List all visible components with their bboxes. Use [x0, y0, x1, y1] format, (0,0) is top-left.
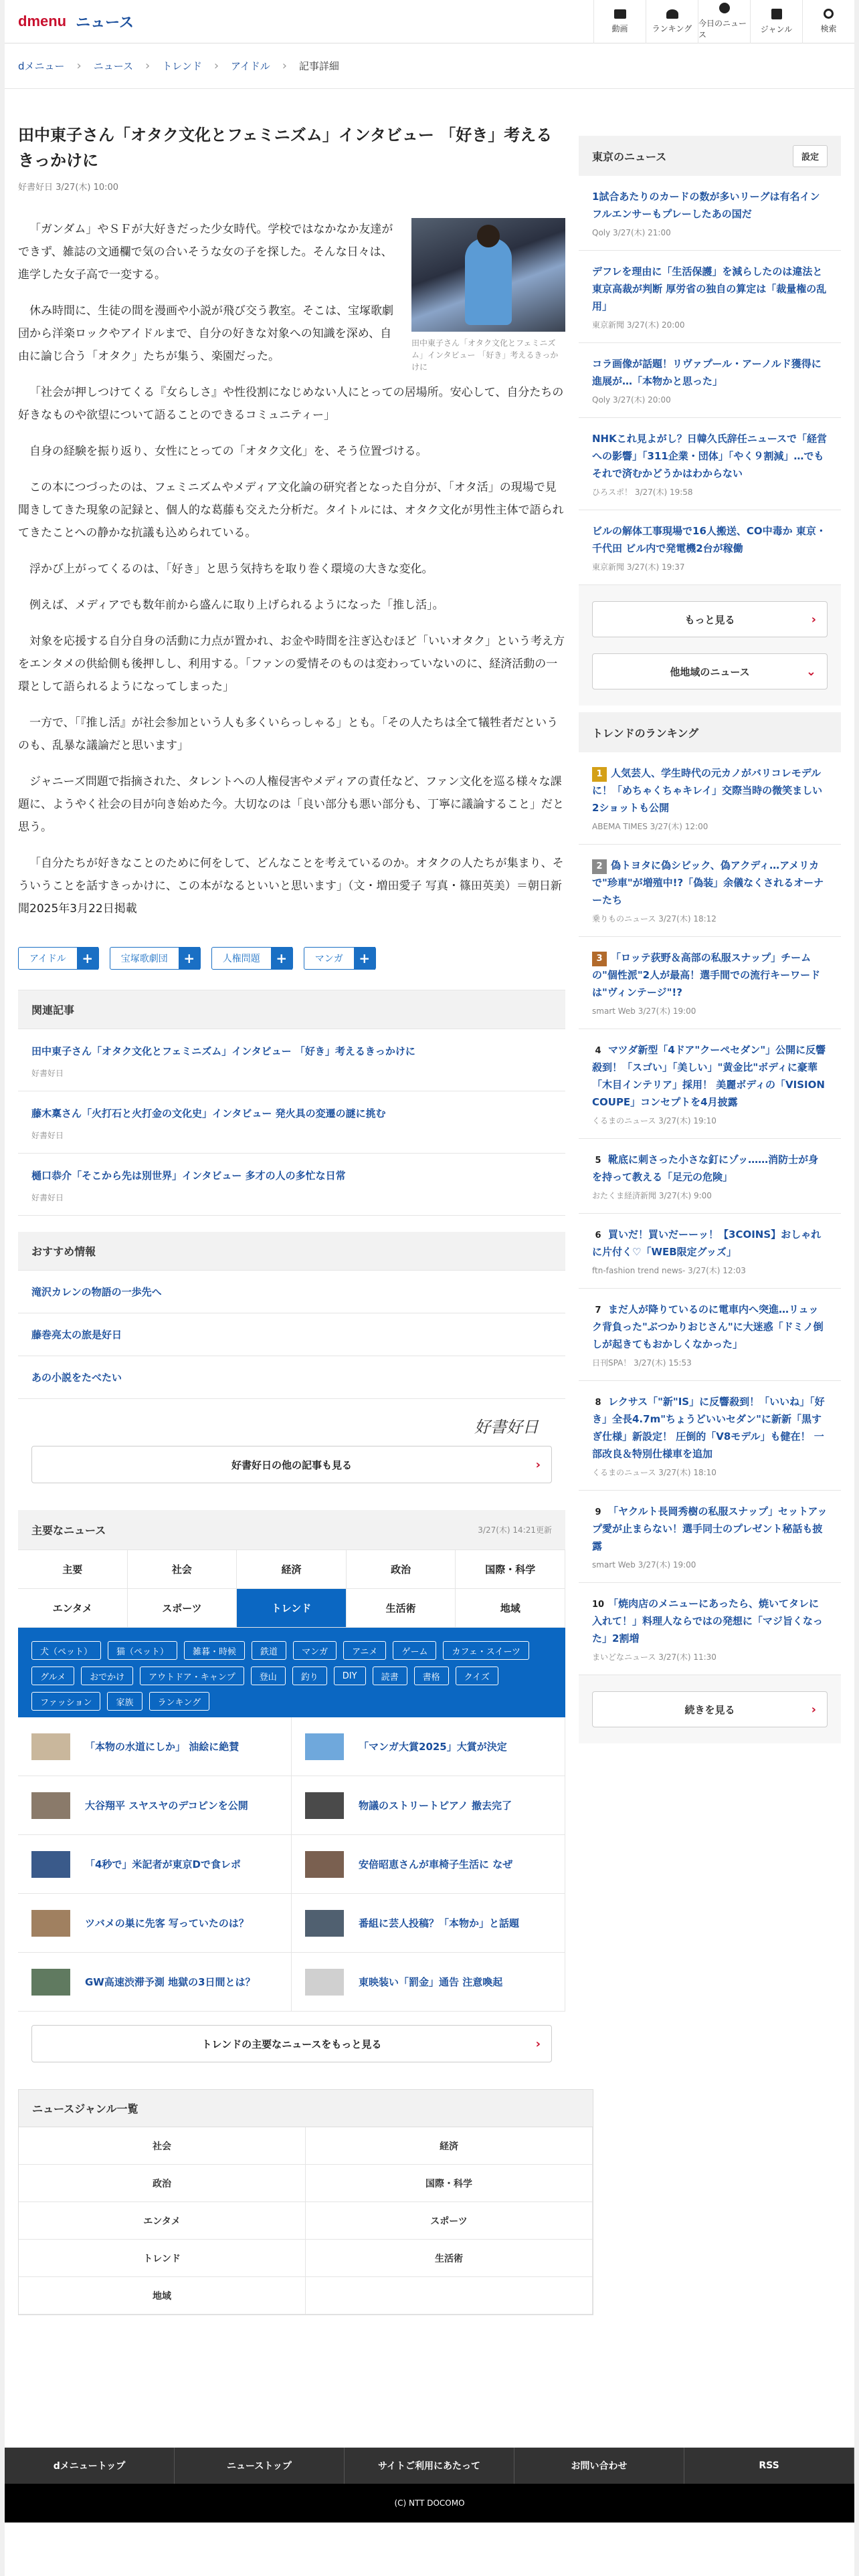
person-figure	[465, 238, 512, 325]
copyright: (C) NTT DOCOMO	[5, 2484, 854, 2523]
ranking-item[interactable]	[579, 1214, 841, 1289]
keyword-chip[interactable]: 釣り	[292, 1667, 327, 1685]
related-item[interactable]	[18, 1154, 565, 1216]
page	[5, 0, 854, 2576]
news-source: Qoly 3/27(木) 20:00	[592, 395, 671, 405]
genre-empty	[306, 2277, 593, 2315]
ranking-source: くるまのニュース 3/27(木) 19:10	[592, 1116, 717, 1125]
news-item[interactable]	[292, 1953, 565, 2012]
video-icon	[614, 9, 626, 19]
related-title[interactable]: 藤木稟さん「火打石と火打金の文化史」インタビュー 発火具の変遷の謎に挑む	[31, 1107, 386, 1119]
rank-badge: 10	[592, 1600, 605, 1610]
paragraph: 自身の経験を振り返り、女性にとっての「オタク文化」を、そう位置づける。	[29, 445, 427, 458]
news-item[interactable]	[18, 1953, 292, 2012]
tab-world[interactable]: 国際・科学	[456, 1550, 565, 1589]
news-thumbnail	[31, 1910, 70, 1937]
news-title[interactable]: デフレを理由に「生活保護」を減らしたのは違法と東京高裁が判断 厚労省の独自の算定は「裁量権の乱用」	[592, 265, 827, 312]
tab-entertainment[interactable]: エンタメ	[18, 1589, 128, 1628]
genre-heading: ニュースジャンル一覧	[19, 2090, 593, 2127]
settings-button[interactable]: 設定	[793, 145, 828, 167]
tokyo-news-item[interactable]	[579, 251, 841, 343]
news-title[interactable]: 1試合あたりのカードの数が多いリーグは有名インフルエンサーもプレーしたあの国だ	[592, 191, 820, 220]
tab-sports[interactable]: スポーツ	[128, 1589, 237, 1628]
keyword-chip[interactable]: 読書	[373, 1667, 407, 1685]
rank-badge: 1	[592, 767, 607, 782]
nav-genre[interactable]	[750, 0, 802, 43]
ranking-item[interactable]	[579, 752, 841, 845]
ranking-title-line[interactable]	[592, 857, 828, 909]
paragraph: 浮かび上がってくるのは、「好き」と思う気持ちを取り巻く環境の大きな変化。	[29, 562, 434, 576]
breadcrumb-item[interactable]: アイドル	[231, 60, 270, 72]
trophy-icon	[666, 9, 678, 19]
tab-society[interactable]: 社会	[128, 1550, 237, 1589]
related-item[interactable]	[18, 1091, 565, 1154]
main-column	[18, 89, 565, 2062]
paragraph: 「自分たちが好きなことのために何をして、どんなことを考えているのか。オタクの人たちが集まり、そういうことを話すきっかけに、この本がなるといいと思います」（文・増田愛子 写真・篠田英美）＝朝日新聞2025年3月22日掲載	[18, 857, 564, 916]
plus-icon[interactable]: +	[179, 947, 200, 970]
breadcrumb-item[interactable]: ニュース	[93, 60, 133, 72]
nav-today[interactable]	[698, 0, 750, 43]
news-item[interactable]	[18, 1776, 292, 1835]
news-title[interactable]: NHKこれ見よがし？日韓久氏辞任ニュースで「経営への影響」「311企業・団体」「やく９割減」…でもそれで済むかどうかはわからない	[592, 433, 827, 479]
ranking-header	[579, 712, 841, 752]
ranking-box	[579, 712, 841, 1743]
ranking-item[interactable]	[579, 1491, 841, 1583]
photo-caption: 田中東子さん「オタク文化とフェミニズム」インタビュー 「好き」考えるきっかけに	[411, 338, 559, 372]
tokyo-news-box	[579, 136, 841, 706]
news-title[interactable]: コラ画像が話題！リヴァプール・アーノルド獲得に進展が…「本物かと思った」	[592, 358, 822, 387]
ranking-title-line[interactable]	[592, 764, 828, 817]
button-label: 他地域のニュース	[670, 665, 750, 678]
section-title[interactable]: ニュース	[76, 14, 134, 31]
grid-icon	[771, 9, 782, 19]
nav-label: 検索	[820, 24, 837, 33]
rank-badge: 6	[595, 1230, 601, 1241]
genre-tabs	[18, 1550, 565, 1628]
ranking-item[interactable]	[579, 1289, 841, 1381]
more-trend-news-button[interactable]	[31, 2025, 552, 2062]
ranking-title-line[interactable]	[592, 949, 828, 1001]
keyword-chip[interactable]: アウトドア・キャンプ	[140, 1667, 244, 1685]
button-label: 好書好日の他の記事も見る	[231, 1459, 352, 1471]
plus-icon[interactable]: +	[271, 947, 292, 970]
rank-badge: 7	[595, 1305, 601, 1315]
nav-video[interactable]	[593, 0, 646, 43]
ranking-list	[579, 752, 841, 1675]
breadcrumb	[5, 43, 854, 89]
article-body	[18, 218, 565, 920]
breadcrumb-item[interactable]: dメニュー	[18, 60, 65, 72]
chevron-right-icon: ›	[811, 612, 816, 627]
keyword-list	[18, 1628, 565, 1717]
ranking-title[interactable]: 人気芸人、学生時代の元カノがバリコレモデルに！「めちゃくちゃキレイ」交際当時の微笑ましい2ショットも公開	[592, 767, 823, 814]
ranking-title[interactable]: 「焼肉店のメニューにあったら、焼いてタレに入れて！」料理人ならではの発想に「マジ旨くなった」2割増	[592, 1598, 823, 1644]
tokyo-news-list	[579, 176, 841, 585]
keyword-chip[interactable]: おでかけ	[81, 1667, 133, 1685]
article-figure	[411, 218, 565, 373]
paragraph: 「ガンダム」やＳＦが大好きだった少女時代。学校ではなかなか友達ができず、雑誌の文通欄で気の合いそうな女の子を探した。そんな日々は、進学した女子高で一変する。	[18, 223, 393, 282]
news-source: 東京新聞 3/27(木) 19:37	[592, 562, 685, 572]
ranking-more-button[interactable]	[592, 1691, 828, 1727]
news-thumbnail	[31, 1969, 70, 1996]
tag-follow[interactable]	[18, 947, 99, 970]
recommend-item[interactable]: 滝沢カレンの物語の一歩先へ	[18, 1271, 565, 1313]
tab-trend[interactable]: トレンド	[237, 1589, 347, 1628]
footer-link[interactable]: dメニュートップ	[5, 2448, 175, 2484]
tokyo-news-item[interactable]	[579, 510, 841, 585]
ranking-source: ABEMA TIMES 3/27(木) 12:00	[592, 822, 708, 831]
logo[interactable]	[18, 11, 134, 32]
ranking-title[interactable]: 買いだ！買いだーーッ！【3COINS】おしゃれに片付く♡「WEB限定グッズ」	[592, 1228, 822, 1258]
footer-link[interactable]: サイトご利用にあたって	[345, 2448, 514, 2484]
news-thumbnail	[31, 1792, 70, 1819]
ranking-title-line[interactable]	[592, 1503, 828, 1555]
ranking-title[interactable]: 靴底に刺さった小さな釘にゾッ……消防士が身を持って教える「足元の危険」	[592, 1154, 819, 1183]
button-label: 続きを見る	[684, 1703, 735, 1716]
ranking-source: 乗りものニュース 3/27(木) 18:12	[592, 914, 717, 924]
news-item[interactable]	[18, 1835, 292, 1894]
news-thumbnail	[305, 1851, 344, 1878]
footer-link[interactable]: ニューストップ	[175, 2448, 345, 2484]
keyword-chip[interactable]: 猫（ペット）	[108, 1641, 177, 1660]
site-header	[5, 0, 854, 43]
keyword-chip[interactable]: マンガ	[293, 1641, 337, 1660]
nav-label: ジャンル	[760, 24, 793, 34]
keyword-chip[interactable]: 雑暮・時候	[184, 1641, 245, 1660]
keyword-chip[interactable]: 犬（ペット）	[31, 1641, 101, 1660]
paragraph: ジャニーズ問題で指摘された、タレントへの人権侵害やメディアの責任など、ファン文化を巡る様々な課題に、ようやく社会の目が向き始めた今。大切なのは「良い部分も悪い部分も、丁寧に議論すること」だと思う。	[18, 775, 564, 834]
rank-badge: 5	[595, 1156, 601, 1166]
tokyo-news-item[interactable]	[579, 418, 841, 510]
ranking-title-line[interactable]	[592, 1301, 828, 1353]
ranking-source: smart Web 3/27(木) 19:00	[592, 1560, 696, 1570]
paragraph: この本につづったのは、フェミニズムやメディア文化論の研究者となった自分が、「オタ活」の現場で見聞きしてきた現象の記録と、個人的な葛藤も交えた分析だ。タイトルには、オタク文化が男性主体で語られてきたことへの静かな抗議も込められている。	[18, 481, 564, 540]
news-title[interactable]: 安倍昭恵さんが車椅子生活に なぜ	[359, 1858, 513, 1870]
news-title[interactable]: 「4秒で」米記者が東京Dで食レポ	[85, 1858, 241, 1870]
news-title[interactable]: ツバメの巣に先客 写っていたのは？	[85, 1917, 249, 1929]
chevron-right-icon: ›	[282, 59, 287, 73]
chevron-right-icon: ›	[811, 1702, 816, 1717]
ranking-title[interactable]: マツダ新型「4ドア"クーペセダン"」公開に反響殺到！「スゴい」「美しい」"黄金比"ボディに豪華「木目インテリア」採用！ 美麗ボディの「VISION COUPE」コンセプトを4月披露	[592, 1044, 826, 1108]
news-thumbnail	[305, 1792, 344, 1819]
updated-time: 3/27(木) 14:21更新	[478, 1525, 552, 1535]
dmenu-logo[interactable]: dmenu	[18, 13, 67, 29]
nav-label: 今日のニュース	[698, 19, 747, 39]
recommend-item[interactable]: 藤巻亮太の旅是好日	[18, 1313, 565, 1356]
news-title[interactable]: 物議のストリートピアノ 撤去完了	[359, 1800, 512, 1812]
genre-link[interactable]: 地域	[19, 2277, 306, 2315]
content-wrap	[5, 89, 854, 2062]
tag-follow[interactable]	[211, 947, 293, 970]
tab-main[interactable]: 主要	[18, 1550, 128, 1589]
plus-icon[interactable]: +	[77, 947, 98, 970]
news-title[interactable]: 大谷翔平 スヤスヤのデコピンを公開	[85, 1800, 248, 1812]
tab-politics[interactable]: 政治	[347, 1550, 456, 1589]
keyword-chip[interactable]: ゲーム	[393, 1641, 436, 1660]
ranking-title[interactable]: 偽トヨタに偽シビック、偽アクディ…アメリカで"珍車"が増殖中!?「偽装」余儀なくされるオーナーたち	[592, 859, 824, 906]
publisher-signature: 好書好日	[474, 1418, 539, 1436]
keyword-chip[interactable]: 鉄道	[252, 1641, 286, 1660]
rank-badge: 9	[595, 1507, 601, 1517]
chevron-right-icon: ›	[535, 2036, 541, 2051]
ranking-item[interactable]	[579, 1583, 841, 1675]
tab-life[interactable]: 生活術	[347, 1589, 456, 1628]
tag-label: マンガ	[314, 954, 343, 964]
ranking-item[interactable]	[579, 937, 841, 1029]
footer-link[interactable]: RSS	[684, 2448, 854, 2484]
paragraph: 例えば、メディアでも数年前から盛んに取り上げられるようになった「推し活」。	[29, 599, 444, 612]
ranking-title-line[interactable]	[592, 1595, 828, 1647]
ranking-source: smart Web 3/27(木) 19:00	[592, 1006, 696, 1016]
news-item[interactable]	[292, 1776, 565, 1835]
paragraph: 「社会が押しつけてくる『女らしさ』や性役割になじめない人にとっての居場所。安心して、自分たちの好きなものや欲望について語ることのできるコミュニティー」	[18, 386, 564, 422]
news-item[interactable]	[292, 1835, 565, 1894]
related-heading: 関連記事	[18, 990, 565, 1029]
rank-badge: 4	[595, 1046, 601, 1056]
news-thumbnail	[31, 1851, 70, 1878]
news-title[interactable]: 「マンガ大賞2025」大賞が決定	[359, 1741, 507, 1753]
genre-link[interactable]: 社会	[19, 2127, 306, 2165]
main-news-header	[18, 1510, 565, 1550]
ranking-source: くるまのニュース 3/27(木) 18:10	[592, 1468, 717, 1477]
keyword-chip[interactable]: カフェ・スイーツ	[443, 1641, 529, 1660]
news-title[interactable]: 「本物の水道にしか」 油絵に絶賛	[85, 1741, 240, 1753]
rank-badge: 8	[595, 1398, 601, 1408]
footer-link[interactable]: お問い合わせ	[514, 2448, 684, 2484]
ranking-title[interactable]: まだ人が降りているのに電車内へ突進…リュック背負った"ぶつかりおじさん"に大迷惑「ドミノ倒しが起きてもおかしくなかった」	[592, 1303, 824, 1350]
genre-link[interactable]: 経済	[306, 2127, 593, 2165]
tag-follow[interactable]	[304, 947, 376, 970]
button-label: もっと見る	[684, 613, 735, 626]
related-source: 好書好日	[31, 1131, 64, 1140]
ranking-title[interactable]: レクサス「"新"IS」に反響殺到！「いいね」「好き」全長4.7m"ちょうどいいセダン"に新新「黒すぎ仕様」新設定！ 圧倒的「V8モデル」も健在！ 一部改良＆特別仕様車を追加	[592, 1396, 825, 1460]
breadcrumb-item[interactable]: トレンド	[162, 60, 202, 72]
news-source: Qoly 3/27(木) 21:00	[592, 228, 671, 237]
ranking-title-line[interactable]	[592, 1393, 828, 1463]
news-item[interactable]	[292, 1894, 565, 1953]
nav-label: 動画	[611, 23, 628, 33]
ranking-item[interactable]	[579, 1139, 841, 1214]
keyword-chip[interactable]: ランキング	[149, 1692, 210, 1711]
chevron-right-icon: ›	[145, 59, 151, 73]
news-thumbnail	[305, 1733, 344, 1760]
button-label: トレンドの主要なニュースをもっと見る	[201, 2038, 382, 2050]
genre-link[interactable]: エンタメ	[19, 2202, 306, 2240]
news-item[interactable]	[292, 1717, 565, 1776]
nav-ranking[interactable]	[646, 0, 698, 43]
header-nav	[593, 0, 854, 43]
rank-badge: 2	[592, 859, 607, 874]
ranking-item[interactable]	[579, 845, 841, 937]
genre-list	[18, 2089, 593, 2315]
related-title[interactable]: 田中東子さん「オタク文化とフェミニズム」インタビュー 「好き」考えるきっかけに	[31, 1045, 415, 1057]
keyword-chip[interactable]: 書格	[414, 1667, 449, 1685]
keyword-chip[interactable]: 登山	[251, 1667, 286, 1685]
chevron-right-icon: ›	[76, 59, 82, 73]
tokyo-news-header	[579, 136, 841, 176]
related-source: 好書好日	[31, 1069, 64, 1078]
other-region-button[interactable]	[592, 653, 828, 689]
ranking-item[interactable]	[579, 1381, 841, 1491]
genre-link[interactable]: トレンド	[19, 2240, 306, 2277]
news-source: ひろスポ！ 3/27(木) 19:58	[592, 488, 693, 497]
tag-label: 人権問題	[222, 954, 260, 964]
recommend-item[interactable]: あの小説をたべたい	[18, 1356, 565, 1399]
news-thumbnail	[305, 1910, 344, 1937]
tokyo-news-item[interactable]	[579, 176, 841, 251]
news-item[interactable]	[18, 1717, 292, 1776]
news-item[interactable]	[18, 1894, 292, 1953]
genre-link[interactable]: 政治	[19, 2165, 306, 2202]
tokyo-heading: 東京のニュース	[592, 150, 667, 163]
genre-link[interactable]: 国際・科学	[306, 2165, 593, 2202]
news-title[interactable]: 東映装い「罰金」通告 注意喚起	[359, 1976, 503, 1988]
tab-local[interactable]: 地域	[456, 1589, 565, 1628]
rank-badge: 3	[592, 952, 607, 966]
genre-link[interactable]: 生活術	[306, 2240, 593, 2277]
site-footer	[5, 2448, 854, 2523]
keyword-chip[interactable]: クイズ	[456, 1667, 498, 1685]
tab-economy[interactable]: 経済	[237, 1550, 347, 1589]
chevron-down-icon: ⌄	[805, 664, 816, 679]
chevron-right-icon: ›	[213, 59, 219, 73]
tag-list	[18, 947, 565, 990]
news-thumbnail	[31, 1733, 70, 1760]
related-source: 好書好日	[31, 1193, 64, 1202]
keyword-chip[interactable]: グルメ	[31, 1667, 74, 1685]
search-icon	[824, 9, 834, 19]
ranking-item[interactable]	[579, 1029, 841, 1139]
news-thumbnail	[305, 1969, 344, 1996]
nav-label: ランキング	[652, 23, 692, 33]
ranking-title-line[interactable]	[592, 1226, 828, 1261]
ranking-title[interactable]: 「ロッテ荻野＆高部の私服スナップ」チームの"個性派"2人が最高！選手間での流行キーワードは"ヴィンテージ"!?	[592, 952, 821, 998]
main-news-heading: 主要なニュース	[31, 1524, 106, 1537]
tag-label: アイドル	[29, 954, 66, 964]
ranking-source: ftn-fashion trend news- 3/27(木) 12:03	[592, 1266, 746, 1275]
sidebar	[579, 136, 841, 2062]
ranking-source: 日刊SPA！ 3/27(木) 15:53	[592, 1358, 692, 1368]
keyword-chip[interactable]: 家族	[107, 1692, 142, 1711]
news-title[interactable]: ビルの解体工事現場で16人搬送、CO中毒か 東京・千代田 ビル内で発電機2台が稼働	[592, 525, 826, 554]
plus-icon[interactable]: +	[354, 947, 375, 970]
person-head	[477, 225, 500, 247]
nav-search[interactable]	[802, 0, 854, 43]
ranking-source: おたくま経済新聞 3/27(木) 9:00	[592, 1191, 712, 1200]
keyword-chip[interactable]: ファッション	[31, 1692, 100, 1711]
ranking-title-line[interactable]	[592, 1041, 828, 1111]
footer-nav	[5, 2448, 854, 2484]
news-grid	[18, 1717, 565, 2012]
ranking-source: まいどなニュース 3/27(木) 11:30	[592, 1652, 717, 1662]
recommend-heading: おすすめ情報	[18, 1232, 565, 1271]
genre-grid	[19, 2127, 593, 2315]
ranking-heading: トレンドのランキング	[592, 726, 699, 740]
tokyo-news-item[interactable]	[579, 343, 841, 418]
more-tokyo-button[interactable]	[592, 601, 828, 637]
news-title[interactable]: 番組に芸人投稿？「本物か」と話題	[359, 1917, 520, 1929]
keyword-chip[interactable]: DIY	[334, 1667, 366, 1685]
keyword-chip[interactable]: アニメ	[343, 1641, 386, 1660]
article-title: 田中東子さん「オタク文化とフェミニズム」インタビュー 「好き」考えるきっかけに	[18, 126, 553, 170]
news-title[interactable]: GW高速渋滞予測 地獄の3日間とは？	[85, 1976, 256, 1988]
more-publisher-button[interactable]	[31, 1446, 552, 1483]
genre-link[interactable]: スポーツ	[306, 2202, 593, 2240]
clock-icon	[719, 3, 730, 13]
breadcrumb-current: 記事詳細	[298, 60, 339, 72]
news-source: 東京新聞 3/27(木) 20:00	[592, 320, 685, 330]
related-item[interactable]	[18, 1029, 565, 1091]
paragraph: 休み時間に、生徒の間を漫画や小説が飛び交う教室。そこは、宝塚歌劇団から洋楽ロックやアイドルまで、自分の好きな対象への知識を深め、自由に論じ合う「オタク」たちが集う、楽園だった。	[18, 304, 393, 363]
ranking-title[interactable]: 「ヤクルト長岡秀樹の私服スナップ」セットアップ愛が止まらない！選手同士のプレゼント秘話も披露	[592, 1505, 828, 1552]
tag-label: 宝塚歌劇団	[120, 954, 168, 964]
ranking-title-line[interactable]	[592, 1151, 828, 1186]
paragraph: 対象を応援する自分自身の活動に力点が置かれ、お金や時間を注ぎ込むほど「いいオタク」という考え方をエンタメの供給側も後押しし、利用する。「ファンの愛情そのものは変わっていないのに、経済活動の一環として語られるようになってしまった」	[18, 635, 565, 693]
related-title[interactable]: 樋口恭介「そこから先は別世界」インタビュー 多才の人の多忙な日常	[31, 1170, 346, 1182]
article-photo[interactable]	[411, 218, 565, 332]
paragraph: 一方で、「『推し活』が社会参加という人も多くいらっしゃる」とも。「その人たちは全て犠牲者だというのも、乱暴な議論だと思います」	[18, 716, 559, 752]
article-meta: 好書好日 3/27(木) 10:00	[18, 183, 119, 193]
chevron-right-icon: ›	[535, 1457, 541, 1472]
tag-follow[interactable]	[110, 947, 201, 970]
